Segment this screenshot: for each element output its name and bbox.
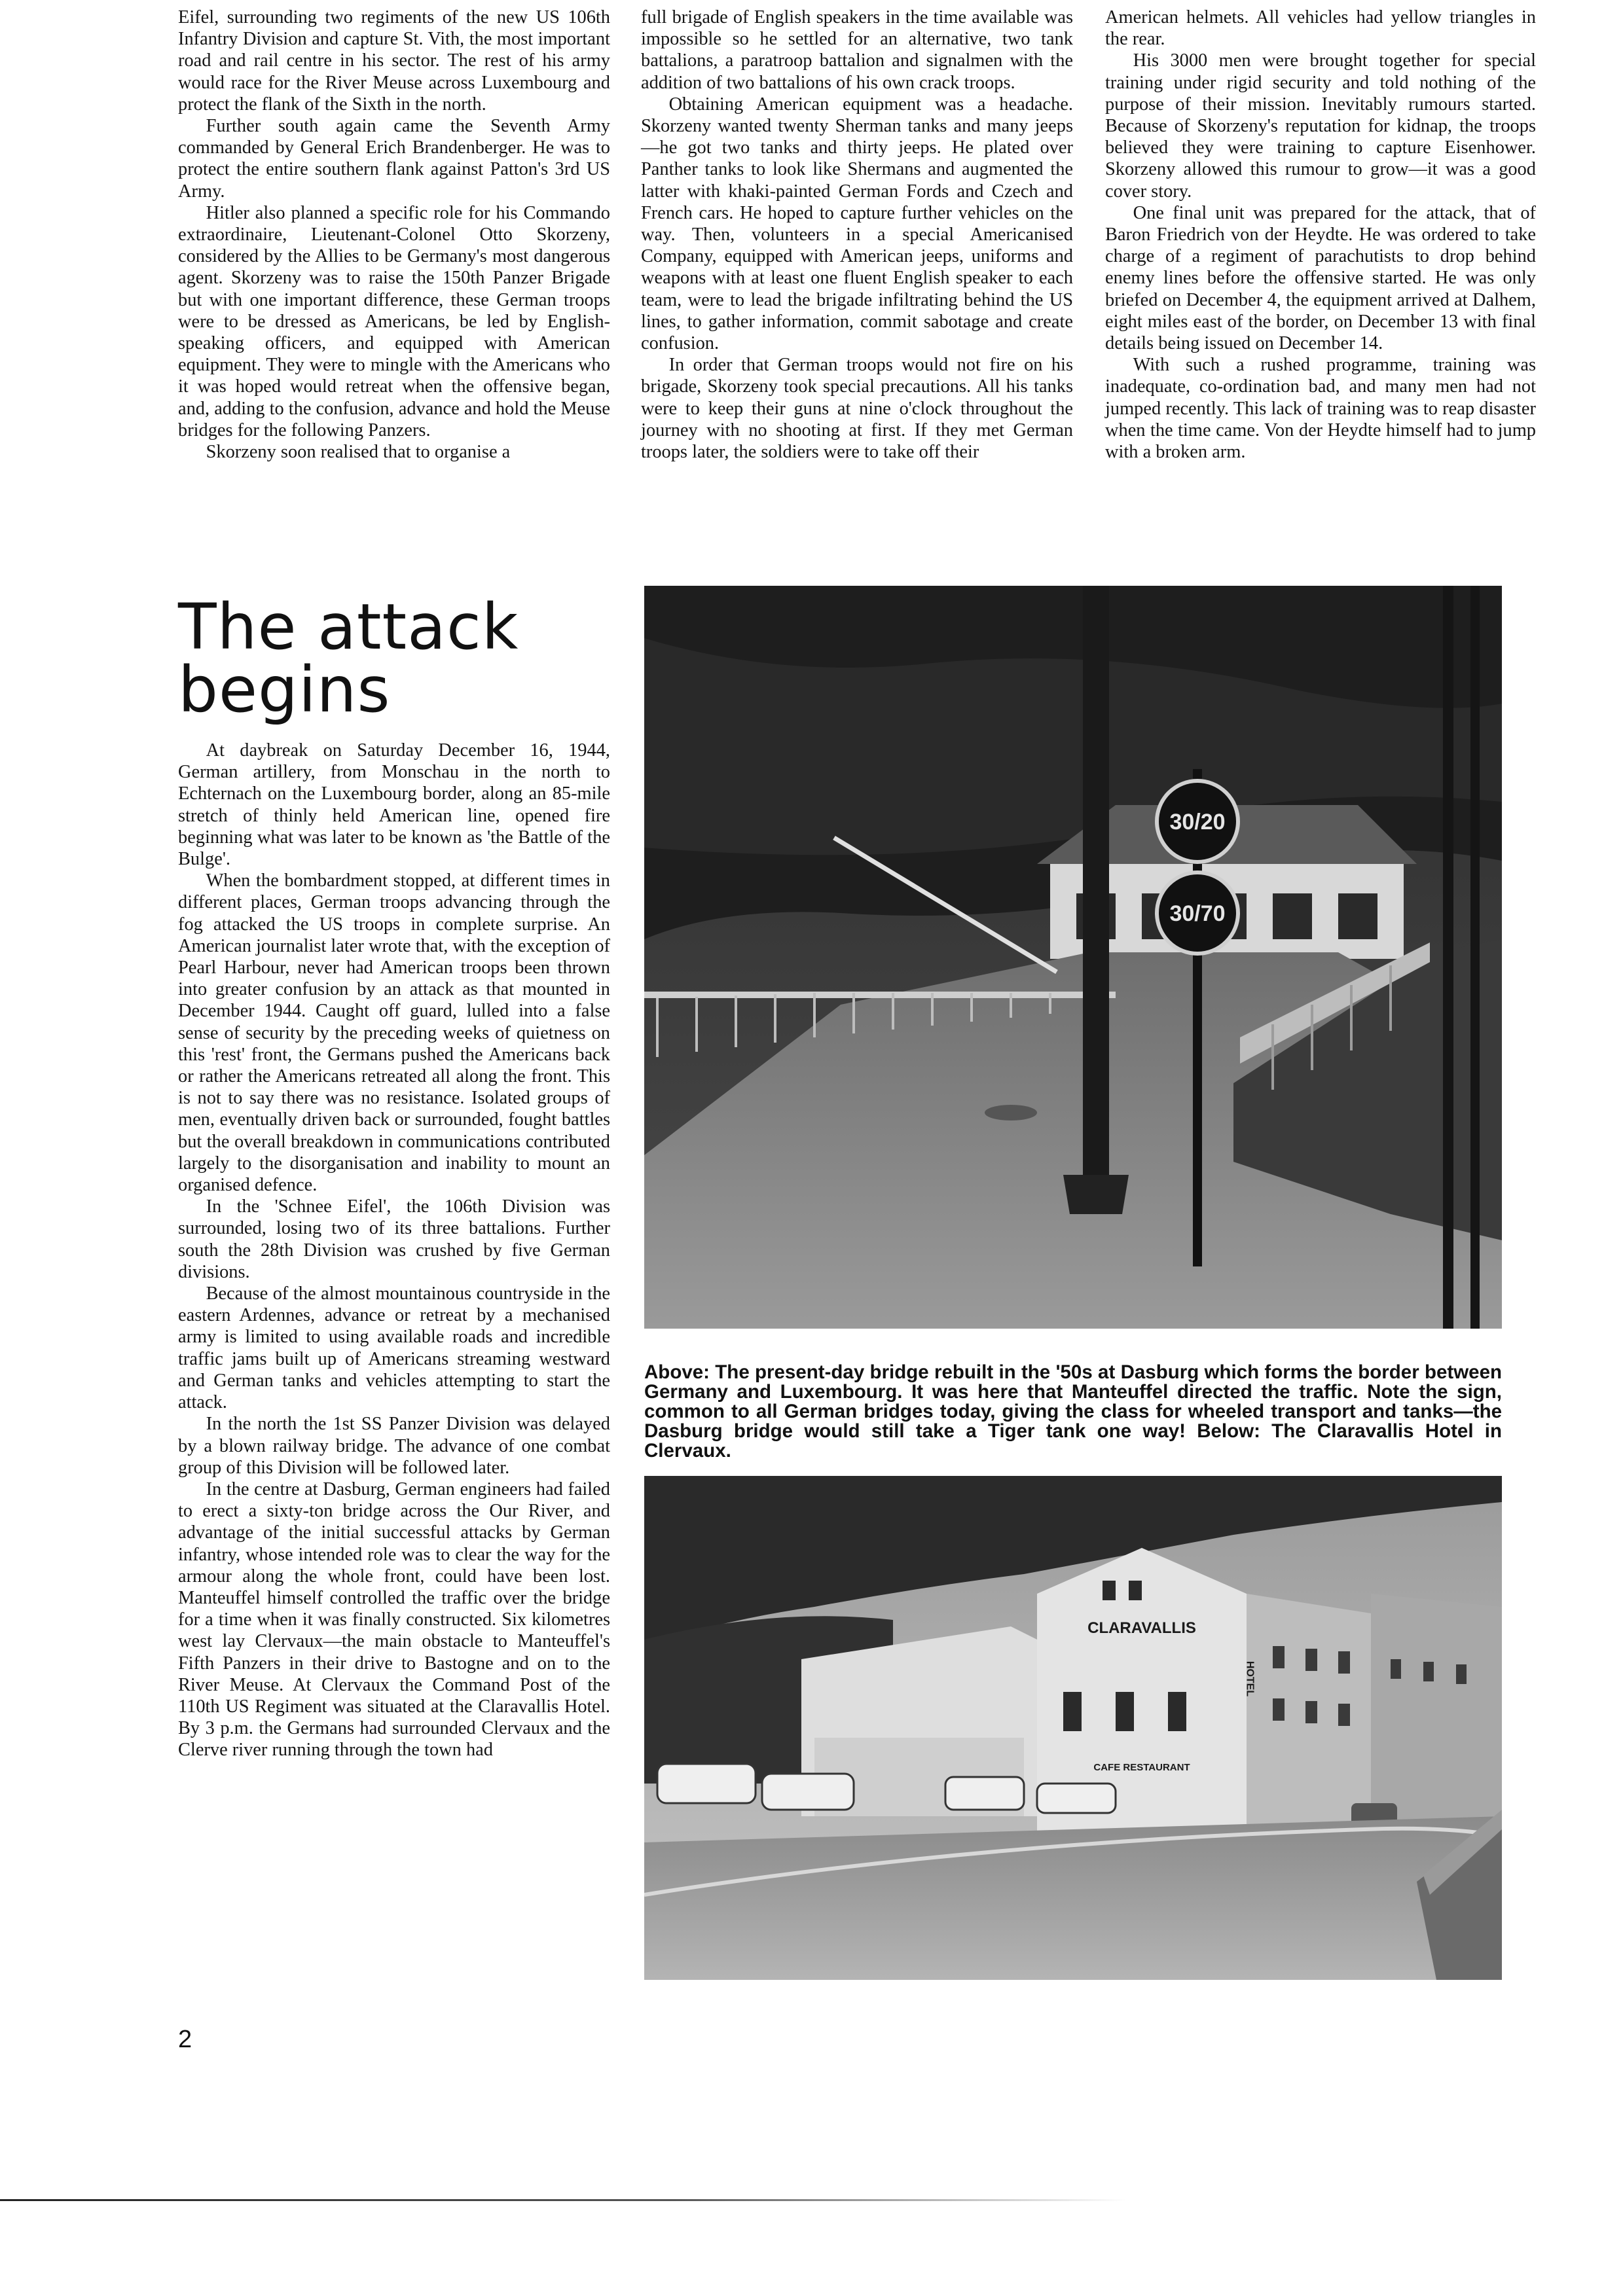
headline-line-2: begins	[178, 653, 391, 726]
photo-dasburg-bridge	[644, 586, 1502, 1329]
paragraph: Skorzeny soon realised that to organise a	[206, 442, 511, 463]
bridge-sign-upper: 30/20	[1169, 810, 1226, 834]
headline-line-1: The attack	[178, 590, 519, 664]
section-headline	[178, 590, 519, 726]
paragraph: Because of the almost mountainous countryside in the eastern Ardennes, advance or retreat by a mechanised army is limited to using available roads and incredible traffic jams built up of Americans streaming westward and German tanks and vehicles attempting to start the attack.	[178, 1283, 610, 1413]
paragraph: At daybreak on Saturday December 16, 1944, German artillery, from Monschau in the north to Echternach on the Luxembourg border, along an 85-mile stretch of thinly held American line, opened fire beginning what was later to be known as 'the Battle of the Bulge'.	[178, 740, 610, 870]
bridge-sign-lower: 30/70	[1169, 901, 1226, 926]
paragraph: In the north the 1st SS Panzer Division was delayed by a blown railway bridge. The advance of one combat group of this Division will be followed later.	[178, 1414, 610, 1478]
paragraph: In the centre at Dasburg, German engineers had failed to erect a sixty-ton bridge across the Our River, and advantage of the initial successful attacks by German infantry, whose intended role was to clear the way for the armour along the whole front, could have been lost. Manteuffel himself controlled the traffic over the bridge for a time when it was finally constructed. Six kilometres west lay Clervaux—the main obstacle to Manteuffel's Fifth Panzers in their drive to Bastogne and on to the River Meuse. At Clervaux the Command Post of the 110th US Regiment was situated at the Claravallis Hotel. By 3 p.m. the Germans had surrounded Clervaux and the Clerve river running through the town had	[178, 1479, 610, 1761]
paragraph: In the 'Schnee Eifel', the 106th Division was surrounded, losing two of its three battalions. Further south the 28th Division was crushed by five German divisions.	[178, 1196, 610, 1282]
hotel-name-sign: CLARAVALLIS	[1087, 1619, 1196, 1637]
article-column-3-top	[1105, 7, 1536, 463]
paragraph: Obtaining American equipment was a headache. Skorzeny wanted twenty Sherman tanks and many jeeps—he got two tanks and thirty jeeps. He plated over Panther tanks to look like Shermans and augmented the latter with khaki-painted German Fords and Czech and French cars. He hoped to capture further vehicles on the way. Then, volunteers in a special Americanised Company, equipped with American jeeps, uniforms and weapons with at least one fluent English speaker to each team, were to lead the brigade infiltrating behind the US lines, to gather information, commit sabotage and create confusion.	[641, 94, 1073, 354]
photo-caption: Above: The present-day bridge rebuilt in the '50s at Dasburg which forms the border between Germany and Luxembourg. It was here that Manteuffel directed the traffic. Note the sign, common to all German bridges today, giving the class for wheeled transport and tanks—the Dasburg bridge would still take a Tiger tank one way! Below: The Claravallis Hotel in Clervaux.	[644, 1361, 1502, 1462]
paragraph: American helmets. All vehicles had yellow triangles in the rear.	[1105, 7, 1536, 50]
paragraph: Further south again came the Seventh Army commanded by General Erich Brandenberger. He was to protect the entire southern flank against Patton's 3rd US Army.	[178, 116, 610, 202]
scan-edge-line	[0, 2199, 1126, 2201]
bridge-photo-illustration	[644, 586, 1502, 1329]
article-column-1-lower	[178, 740, 610, 1761]
paragraph: full brigade of English speakers in the time available was impossible so he settled for an alternative, two tank battalions, a paratroop battalion and signalmen with the addition of two battalions of his own crack troops.	[641, 7, 1073, 93]
cafe-restaurant-sign: CAFE RESTAURANT	[1093, 1762, 1190, 1773]
paragraph: Eifel, surrounding two regiments of the new US 106th Infantry Division and capture St. Vith, the most important road and rail centre in his sector. The rest of his army would race for the River Meuse across Luxembourg and protect the flank of the Sixth in the north.	[178, 7, 610, 115]
paragraph: His 3000 men were brought together for special training under rigid security and told nothing of the purpose of their mission. Inevitably rumours started. Because of Skorzeny's reputation for kidnap, the troops believed they were training to capture Eisenhower. Skorzeny allowed this rumour to grow—it was a good cover story.	[1105, 50, 1536, 202]
paragraph: One final unit was prepared for the attack, that of Baron Friedrich von der Heydte. He was ordered to take charge of a regiment of parachutists to drop behind enemy lines before the offensive started. He was only briefed on December 4, the equipment arrived at Dalhem, eight miles east of the border, on December 13 with final details being issued on December 14.	[1105, 202, 1536, 354]
paragraph: With such a rushed programme, training was inadequate, co-ordination bad, and many men had not jumped recently. This lack of training was to reap disaster when the time came. Von der Heydte himself had to jump with a broken arm.	[1105, 355, 1536, 463]
paragraph: When the bombardment stopped, at different times in different places, German troops advancing through the fog attacked the US troops in complete surprise. An American journalist later wrote that, with the exception of Pearl Harbour, never had American troops been thrown into greater confusion by an attack as that mounted in December 1944. Caught off guard, lulled into a false sense of security by the preceding weeks of quietness on this 'rest' front, the Germans pushed the Americans back or rather the Americans retreated all along the front. This is not to say there was no resistance. Isolated groups of men, eventually driven back or surrounded, fought battles but the overall breakdown in communications contributed largely to the disorganisation and inability to mount an organised defence.	[178, 870, 610, 1196]
article-column-1-top	[178, 7, 610, 463]
hotel-photo-illustration	[644, 1476, 1502, 1980]
paragraph: Hitler also planned a specific role for his Commando extraordinaire, Lieutenant-Colonel Otto Skorzeny, considered by the Allies to be Germany's most dangerous agent. Skorzeny was to raise the 150th Panzer Brigade but with one important difference, these German troops were to be dressed as Americans, be led by English-speaking officers, and equipped with American equipment. They were to mingle with the Americans who it was hoped would retreat when the offensive began, and, adding to the confusion, advance and hold the Meuse bridges for the following Panzers.	[178, 202, 610, 440]
paragraph: In order that German troops would not fire on his brigade, Skorzeny took special precautions. All his tanks were to keep their guns at nine o'clock throughout the journey with no shooting at first. If they met German troops later, the soldiers were to take off their	[641, 355, 1073, 463]
photo-claravallis-hotel	[644, 1476, 1502, 1980]
hotel-vertical-sign: HOTEL	[1244, 1660, 1256, 1697]
page-number: 2	[178, 2026, 192, 2053]
article-column-2-top	[641, 7, 1073, 463]
